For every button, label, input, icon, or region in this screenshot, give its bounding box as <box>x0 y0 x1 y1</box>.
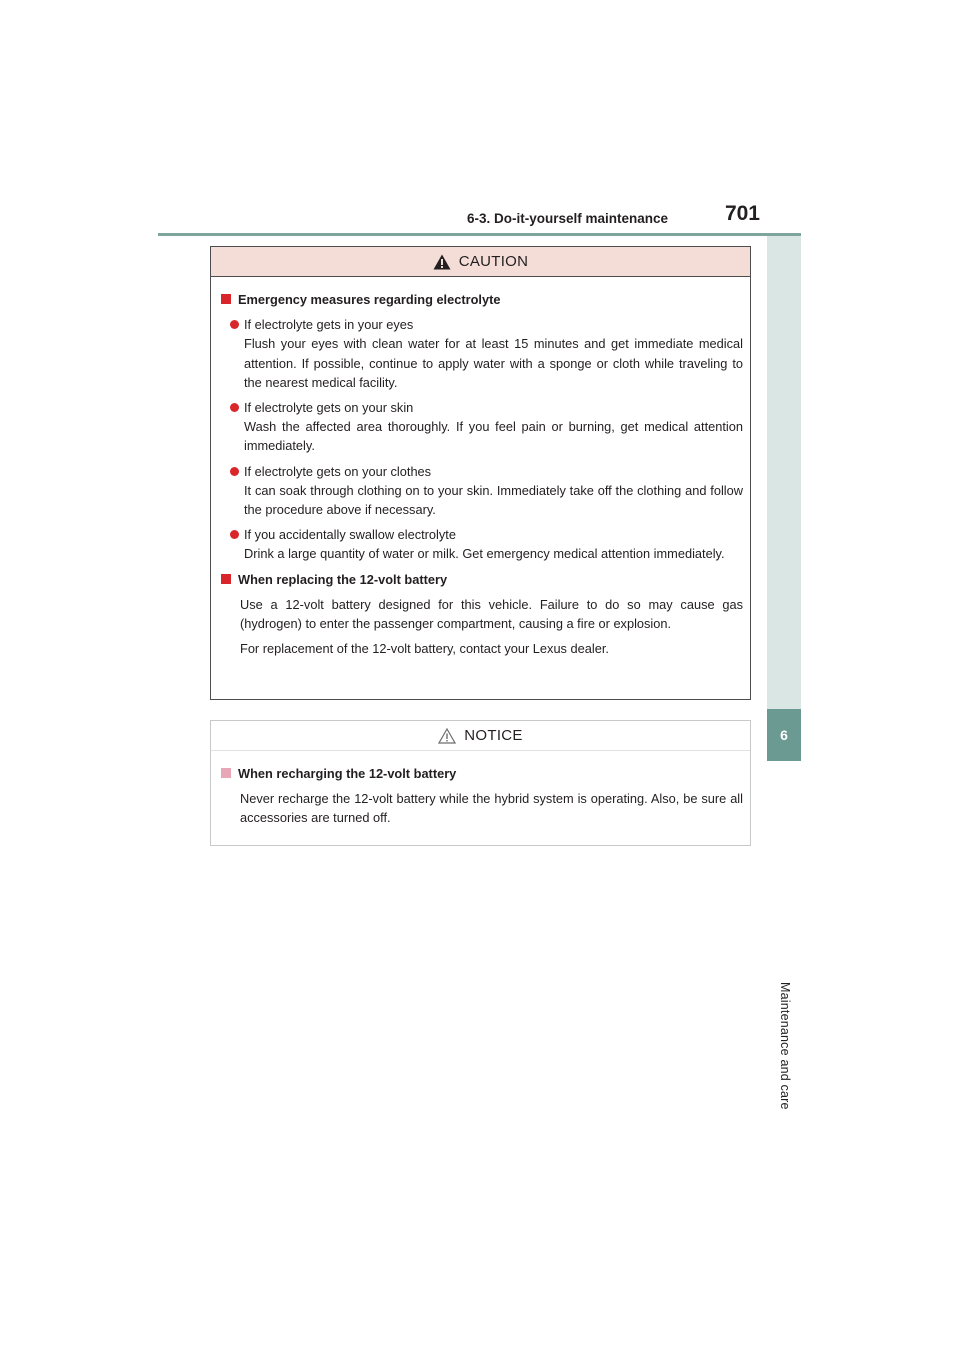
caution-paragraph: For replacement of the 12-volt battery, contact your Lexus dealer. <box>240 641 609 657</box>
notice-body <box>211 751 750 828</box>
notice-paragraph: Never recharge the 12-volt battery while the hybrid system is operating. Also, be sure all accessories are turned off. <box>240 791 743 826</box>
bullet-dot-icon <box>230 320 239 329</box>
chapter-number: 6 <box>767 709 801 761</box>
side-tab-line <box>767 236 801 709</box>
bullet-text: Wash the affected area thoroughly. If you feel pain or burning, get medical attention immediately. <box>244 419 743 454</box>
bullet-text: Drink a large quantity of water or milk. Get emergency medical attention immediately. <box>244 546 725 562</box>
section-title: 6-3. Do-it-yourself maintenance <box>466 211 668 226</box>
notice-title: NOTICE <box>464 727 523 744</box>
warning-triangle-outline-icon <box>438 728 456 744</box>
bullet-title: If electrolyte gets on your clothes <box>244 463 432 479</box>
bullet-title: If you accidentally swallow electrolyte <box>244 527 456 543</box>
bullet-dot-icon <box>230 530 239 539</box>
list-item <box>230 525 743 563</box>
square-marker-icon <box>221 768 231 778</box>
bullet-title: If electrolyte gets in your eyes <box>244 317 414 333</box>
caution-header <box>211 247 750 277</box>
bullet-title: If electrolyte gets on your skin <box>244 400 414 416</box>
header-rule <box>158 233 801 236</box>
list-item <box>230 315 743 392</box>
bullet-dot-icon <box>230 467 239 476</box>
notice-heading: When recharging the 12-volt battery <box>221 764 743 783</box>
list-item <box>230 462 743 520</box>
caution-heading-replacing: When replacing the 12-volt battery <box>221 570 743 589</box>
bullet-text: Flush your eyes with clean water for at least 15 minutes and get immediate medical attention. If possible, continue to apply water with a sponge or cloth while traveling to the nearest medical facility. <box>244 336 743 390</box>
chapter-side-tab <box>767 236 801 1110</box>
caution-box <box>210 246 751 700</box>
caution-paragraph: Use a 12-volt battery designed for this vehicle. Failure to do so may cause gas (hydrogen) to enter the passenger compartment, causing a fire or explosion. <box>240 596 743 632</box>
square-marker-icon <box>221 294 231 304</box>
notice-header <box>211 721 750 751</box>
square-marker-icon <box>221 574 231 584</box>
caution-title: CAUTION <box>458 253 529 270</box>
caution-body <box>211 277 750 658</box>
chapter-label: Maintenance and care <box>778 982 792 1110</box>
notice-box <box>210 720 751 846</box>
bullet-text: It can soak through clothing on to your skin. Immediately take off the clothing and follow the procedure above if necessary. <box>244 482 743 518</box>
bullet-dot-icon <box>230 403 239 412</box>
warning-triangle-icon <box>433 254 451 270</box>
list-item <box>230 398 743 456</box>
page-header <box>0 0 960 240</box>
page-number: 701 <box>724 202 760 225</box>
caution-heading-electrolyte: Emergency measures regarding electrolyte <box>221 290 743 309</box>
